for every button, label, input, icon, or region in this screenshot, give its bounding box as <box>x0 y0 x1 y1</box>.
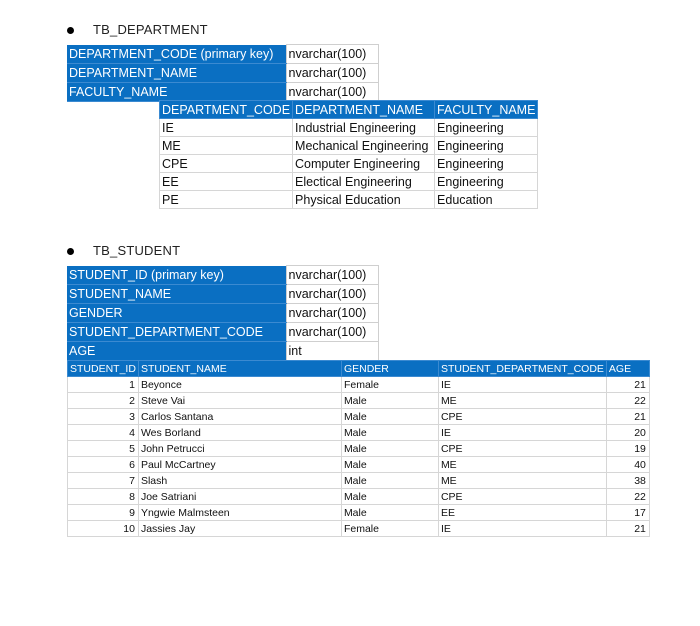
table-cell: EE <box>438 505 606 521</box>
table-cell: 7 <box>68 473 139 489</box>
table-cell: Education <box>435 191 538 209</box>
table-cell: 1 <box>68 377 139 393</box>
table-cell: Female <box>341 377 438 393</box>
table-cell: Male <box>341 409 438 425</box>
table-cell: EE <box>160 173 293 191</box>
table-cell: IE <box>438 425 606 441</box>
schema-row <box>67 64 378 83</box>
table-cell: Beyonce <box>138 377 341 393</box>
table-cell: Jassies Jay <box>138 521 341 537</box>
table-cell: Wes Borland <box>138 425 341 441</box>
table-cell: John Petrucci <box>138 441 341 457</box>
table-cell: Male <box>341 441 438 457</box>
table-cell: ME <box>438 457 606 473</box>
table-row <box>68 489 650 505</box>
schema-type: nvarchar(100) <box>286 83 378 102</box>
table-row <box>68 441 650 457</box>
table-cell: 21 <box>606 377 649 393</box>
department-schema-table <box>67 44 379 102</box>
table-cell: IE <box>438 377 606 393</box>
schema-field: DEPARTMENT_CODE (primary key) <box>67 45 286 64</box>
table-row <box>160 137 538 155</box>
table-cell: 38 <box>606 473 649 489</box>
table-cell: 21 <box>606 521 649 537</box>
table-cell: Engineering <box>435 137 538 155</box>
schema-field: DEPARTMENT_NAME <box>67 64 286 83</box>
table-cell: 8 <box>68 489 139 505</box>
table-cell: Slash <box>138 473 341 489</box>
student-schema-table <box>67 265 379 361</box>
schema-field: FACULTY_NAME <box>67 83 286 102</box>
table-cell: Male <box>341 457 438 473</box>
schema-type: nvarchar(100) <box>286 304 378 323</box>
table-cell: Steve Vai <box>138 393 341 409</box>
table-row <box>68 521 650 537</box>
table-cell: 5 <box>68 441 139 457</box>
table-cell: Mechanical Engineering <box>293 137 435 155</box>
table-row <box>160 173 538 191</box>
table-cell: Male <box>341 473 438 489</box>
column-header: STUDENT_NAME <box>138 361 341 377</box>
table-cell: Engineering <box>435 173 538 191</box>
table-cell: 40 <box>606 457 649 473</box>
table-cell: 21 <box>606 409 649 425</box>
table-cell: 10 <box>68 521 139 537</box>
table-cell: CPE <box>438 409 606 425</box>
table-row <box>160 191 538 209</box>
schema-row <box>67 285 378 304</box>
table-row <box>160 119 538 137</box>
table-cell: Computer Engineering <box>293 155 435 173</box>
table-cell: 19 <box>606 441 649 457</box>
schema-type: nvarchar(100) <box>286 323 378 342</box>
table-cell: 9 <box>68 505 139 521</box>
schema-type: nvarchar(100) <box>286 45 378 64</box>
table-cell: Engineering <box>435 119 538 137</box>
table-cell: Electical Engineering <box>293 173 435 191</box>
table-cell: Industrial Engineering <box>293 119 435 137</box>
column-header: DEPARTMENT_NAME <box>293 101 435 119</box>
table-cell: Female <box>341 521 438 537</box>
table-cell: CPE <box>160 155 293 173</box>
table-cell: 22 <box>606 489 649 505</box>
student-heading: TB_STUDENT <box>93 243 181 258</box>
table-cell: 3 <box>68 409 139 425</box>
table-cell: ME <box>438 393 606 409</box>
table-cell: Paul McCartney <box>138 457 341 473</box>
column-header: AGE <box>606 361 649 377</box>
table-cell: IE <box>438 521 606 537</box>
table-cell: ME <box>438 473 606 489</box>
table-cell: IE <box>160 119 293 137</box>
schema-row <box>67 323 378 342</box>
table-cell: 22 <box>606 393 649 409</box>
bullet-icon <box>67 248 74 255</box>
table-cell: Male <box>341 425 438 441</box>
table-row <box>68 409 650 425</box>
table-cell: Male <box>341 489 438 505</box>
table-header-row <box>68 361 650 377</box>
bullet-icon <box>67 27 74 34</box>
schema-type: nvarchar(100) <box>286 266 378 285</box>
table-cell: Joe Satriani <box>138 489 341 505</box>
schema-field: STUDENT_NAME <box>67 285 286 304</box>
table-row <box>160 155 538 173</box>
table-cell: 2 <box>68 393 139 409</box>
table-cell: Physical Education <box>293 191 435 209</box>
table-row <box>68 473 650 489</box>
schema-field: STUDENT_DEPARTMENT_CODE <box>67 323 286 342</box>
schema-row <box>67 83 378 102</box>
table-cell: 4 <box>68 425 139 441</box>
table-cell: Yngwie Malmsteen <box>138 505 341 521</box>
column-header: STUDENT_ID <box>68 361 139 377</box>
schema-row <box>67 45 378 64</box>
student-data-table <box>67 360 650 537</box>
table-header-row <box>160 101 538 119</box>
table-cell: ME <box>160 137 293 155</box>
schema-field: STUDENT_ID (primary key) <box>67 266 286 285</box>
column-header: GENDER <box>341 361 438 377</box>
table-cell: Male <box>341 393 438 409</box>
table-cell: CPE <box>438 489 606 505</box>
department-data-table <box>159 100 538 209</box>
schema-row <box>67 266 378 285</box>
department-heading: TB_DEPARTMENT <box>93 22 208 37</box>
schema-field: GENDER <box>67 304 286 323</box>
table-cell: PE <box>160 191 293 209</box>
schema-row <box>67 304 378 323</box>
table-cell: CPE <box>438 441 606 457</box>
table-cell: Carlos Santana <box>138 409 341 425</box>
table-row <box>68 377 650 393</box>
schema-type: nvarchar(100) <box>286 285 378 304</box>
table-cell: Engineering <box>435 155 538 173</box>
table-cell: 20 <box>606 425 649 441</box>
table-cell: 6 <box>68 457 139 473</box>
table-row <box>68 425 650 441</box>
table-row <box>68 393 650 409</box>
schema-type: int <box>286 342 378 361</box>
column-header: STUDENT_DEPARTMENT_CODE <box>438 361 606 377</box>
schema-type: nvarchar(100) <box>286 64 378 83</box>
table-row <box>68 457 650 473</box>
table-cell: 17 <box>606 505 649 521</box>
schema-row <box>67 342 378 361</box>
table-row <box>68 505 650 521</box>
column-header: DEPARTMENT_CODE <box>160 101 293 119</box>
table-cell: Male <box>341 505 438 521</box>
schema-field: AGE <box>67 342 286 361</box>
column-header: FACULTY_NAME <box>435 101 538 119</box>
